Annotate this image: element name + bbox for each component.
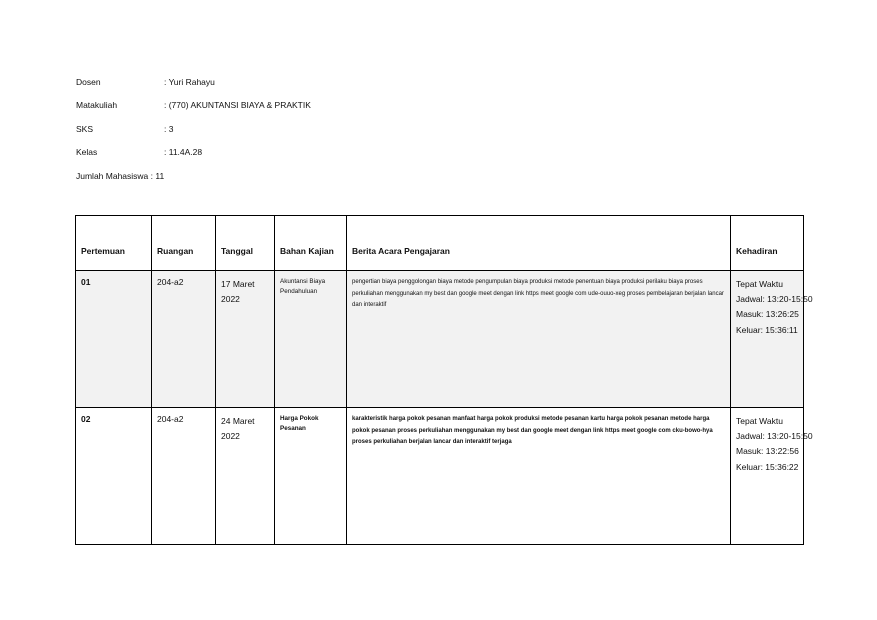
column-header-kehadiran: Kehadiran	[731, 216, 804, 271]
info-value-sks: : 3	[164, 123, 174, 134]
table-header-row	[76, 216, 804, 271]
cell-tanggal: 24 Maret 2022	[216, 408, 275, 545]
info-label-sks: SKS	[76, 123, 94, 134]
info-label-jumlah-mahasiswa: Jumlah Mahasiswa : 11	[76, 170, 165, 181]
cell-pertemuan: 02	[76, 408, 152, 545]
cell-bahan-kajian: Akuntansi Biaya Pendahuluan	[275, 271, 347, 408]
kehadiran-jadwal: Jadwal: 13:20-15:50	[736, 294, 813, 305]
column-header-pertemuan: Pertemuan	[76, 216, 152, 271]
info-label-matakuliah: Matakuliah	[76, 100, 118, 111]
kehadiran-masuk: Masuk: 13:26:25	[736, 309, 799, 320]
kehadiran-status: Tepat Waktu	[736, 279, 783, 289]
kehadiran-keluar: Keluar: 15:36:11	[736, 324, 798, 335]
kehadiran-jadwal: Jadwal: 13:20-15:50	[736, 431, 813, 442]
cell-bahan-kajian: Harga Pokok Pesanan	[275, 408, 347, 545]
column-header-berita-acara: Berita Acara Pengajaran	[347, 216, 731, 271]
kehadiran-status: Tepat Waktu	[736, 416, 783, 426]
cell-tanggal: 17 Maret 2022	[216, 271, 275, 408]
column-header-ruangan: Ruangan	[152, 216, 216, 271]
cell-berita-acara: pengertian biaya penggolongan biaya metode pengumpulan biaya produksi metode penentuan biaya produksi perilaku biaya proses perkuliahan menggunakan my best dan google meet dengan link https meet google com ude-ouuo-xeg proses pembelajaran berjalan lancar dan interaktif	[347, 271, 731, 408]
cell-ruangan: 204-a2	[152, 271, 216, 408]
info-value-matakuliah: : (770) AKUNTANSI BIAYA & PRAKTIK	[164, 100, 311, 111]
cell-ruangan: 204-a2	[152, 408, 216, 545]
info-value-kelas: : 11.4A.28	[164, 147, 203, 158]
table-row	[76, 408, 804, 545]
column-header-bahan-kajian: Bahan Kajian	[275, 216, 347, 271]
kehadiran-masuk: Masuk: 13:22:56	[736, 446, 799, 457]
info-label-dosen: Dosen	[76, 77, 101, 87]
cell-kehadiran	[731, 271, 813, 408]
table-row	[76, 271, 804, 408]
cell-pertemuan: 01	[76, 271, 152, 408]
column-header-tanggal: Tanggal	[216, 216, 275, 271]
info-label-kelas: Kelas	[76, 147, 98, 158]
kehadiran-keluar: Keluar: 15:36:22	[736, 461, 799, 472]
cell-berita-acara: karakteristik harga pokok pesanan manfaat harga pokok produksi metode pesanan kartu harga pokok pesanan metode harga pokok pesanan proses perkuliahan menggunakan my best dan google meet dengan link https meet google com cku-bowo-hya proses perkuliahan berjalan lancar dan interaktif terjaga	[347, 408, 731, 545]
attendance-table	[75, 215, 813, 545]
info-value-dosen: : Yuri Rahayu	[164, 77, 215, 87]
cell-kehadiran	[731, 408, 813, 545]
